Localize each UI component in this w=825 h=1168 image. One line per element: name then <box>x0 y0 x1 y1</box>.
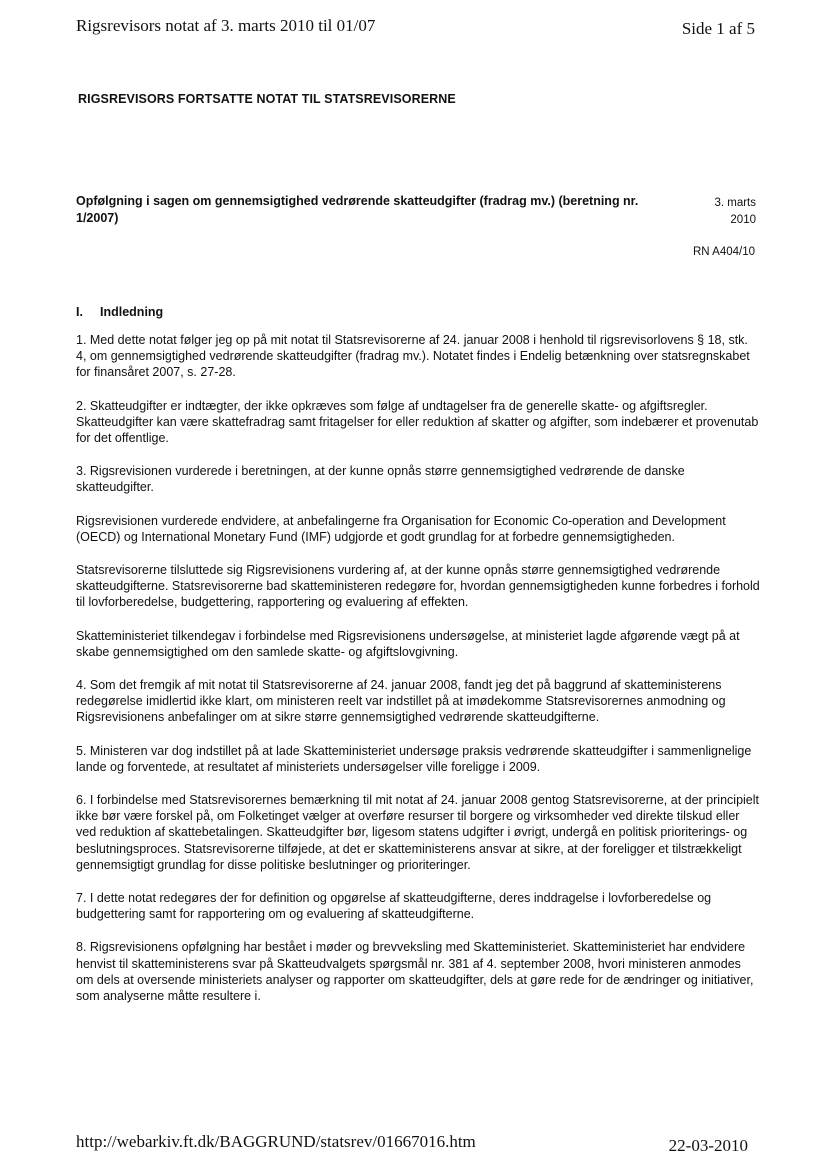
paragraph: 5. Ministeren var dog indstillet på at lade Skatteministeriet undersøge praksis vedrørende skatteudgifter i sammenlignelige lande og forventede, at resultatet af ministeriets undersøgelser ville foreligge i 2009. <box>76 743 752 774</box>
paragraph: 1. Med dette notat følger jeg op på mit notat til Statsrevisorerne af 24. januar 2008 i henhold til rigsrevisorlovens § 18, stk. 4, om gennemsigtighed vedrørende skatteudgifter (fradrag mv.). Notatet findes i Endelig betænkning over statsregnskabet for finansåret 2007, s. 27-28. <box>76 333 750 380</box>
document-subject: Opfølgning i sagen om gennemsigtighed vedrørende skatteudgifter (fradrag mv.) (beretning nr. 1/2007) <box>76 194 639 225</box>
document-date <box>700 195 756 229</box>
document-date-day: 3. marts <box>714 197 756 209</box>
page-number: Side 1 af 5 <box>681 19 755 38</box>
paragraph: 7. I dette notat redegøres der for definition og opgørelse af skatteudgifterne, deres inddragelse i lovforberedelse og budgettering samt for rapportering om og evaluering af skatteudgifterne. <box>76 891 712 922</box>
section-title: Indledning <box>100 305 164 319</box>
paragraph: Rigsrevisionen vurderede endvidere, at anbefalingerne fra Organisation for Economic Co-operation and Development (OECD) og International Monetary Fund (IMF) udgjorde et godt grundlag for at forbedre gennemsigtigheden. <box>76 513 726 544</box>
paragraph: Statsrevisorerne tilsluttede sig Rigsrevisionens vurdering af, at der kunne opnås større gennemsigtighed vedrørende skatteudgifterne. Statsrevisorerne bad skatteministeren redegøre for, hvordan gennemsigtigheden kunne forbedres i forhold til lovforberedelse, budgettering, rapportering og evaluering af effekten. <box>76 563 760 610</box>
paragraph: 3. Rigsrevisionen vurderede i beretningen, at der kunne opnås større gennemsigtighed vedrørende de danske skatteudgifter. <box>76 464 685 495</box>
paragraph: 8. Rigsrevisionens opfølgning har bestået i møder og brevveksling med Skatteministeriet. Skatteministeriet har endvidere henvist til skatteministerens svar på Skatteudvalgets spørgsmål nr. 381 af 4. september 2008, hvori ministeren anmodes om dels at oversende ministeriets analyser og rapporter om skatteudgifter, dels at gøre rede for de ændringer og initiativer, som analyserne måtte resultere i. <box>76 940 754 1004</box>
reference-number: RN A404/10 <box>692 246 755 258</box>
document-date-year: 2010 <box>730 214 756 226</box>
body-text <box>76 332 761 1021</box>
section-number: I. <box>76 305 83 319</box>
footer-date: 22-03-2010 <box>668 1136 748 1155</box>
paragraph: 4. Som det fremgik af mit notat til Statsrevisorerne af 24. januar 2008, fandt jeg det på baggrund af skatteministerens redegørelse imidlertid ikke klart, om ministeren reelt var indstillet på at imødekomme Statsrevisorernes anmodning og Rigsrevisionens anbefalinger om at sikre større gennemsigtighed vedrørende skatteudgifterne. <box>76 678 726 725</box>
section-heading <box>76 305 163 319</box>
footer-url: http://webarkiv.ft.dk/BAGGRUND/statsrev/01667016.htm <box>76 1132 476 1151</box>
page-header-title: Rigsrevisors notat af 3. marts 2010 til 01/07 <box>76 16 376 35</box>
paragraph: Skatteministeriet tilkendegav i forbindelse med Rigsrevisionens undersøgelse, at ministeriet lagde afgørende vægt på at skabe gennemsigtighed om den samlede skatte- og afgiftslovgivning. <box>76 628 740 659</box>
paragraph: 2. Skatteudgifter er indtægter, der ikke opkræves som følge af undtagelser fra de generelle skatte- og afgiftsregler. Skatteudgifter kan være skattefradrag samt fritagelser for eller reduktion af skatter og afgifter, som indebærer et provenutab for det offentlige. <box>76 398 759 446</box>
paragraph: 6. I forbindelse med Statsrevisorernes bemærkning til mit notat af 24. januar 2008 gentog Statsrevisorerne, at der principielt ikke bør være forskel på, om Folketinget vælger at overføre resurser til borgere og virksomheder ved direkte tilskud eller ved reduktion af skattebetalingen. Skatteudgifter bør, ligesom statens udgifter i øvrigt, undergå en politisk prioriterings- og beslutningsproces. Statsrevisorerne tilføjede, at det er skatteministerens ansvar at sikre, at der foreligger et tilstrækkeligt gennemsigtigt grundlag for disse politiske beslutninger og prioriteringer. <box>76 793 759 872</box>
document-title: RIGSREVISORS FORTSATTE NOTAT TIL STATSREVISORERNE <box>78 92 456 106</box>
